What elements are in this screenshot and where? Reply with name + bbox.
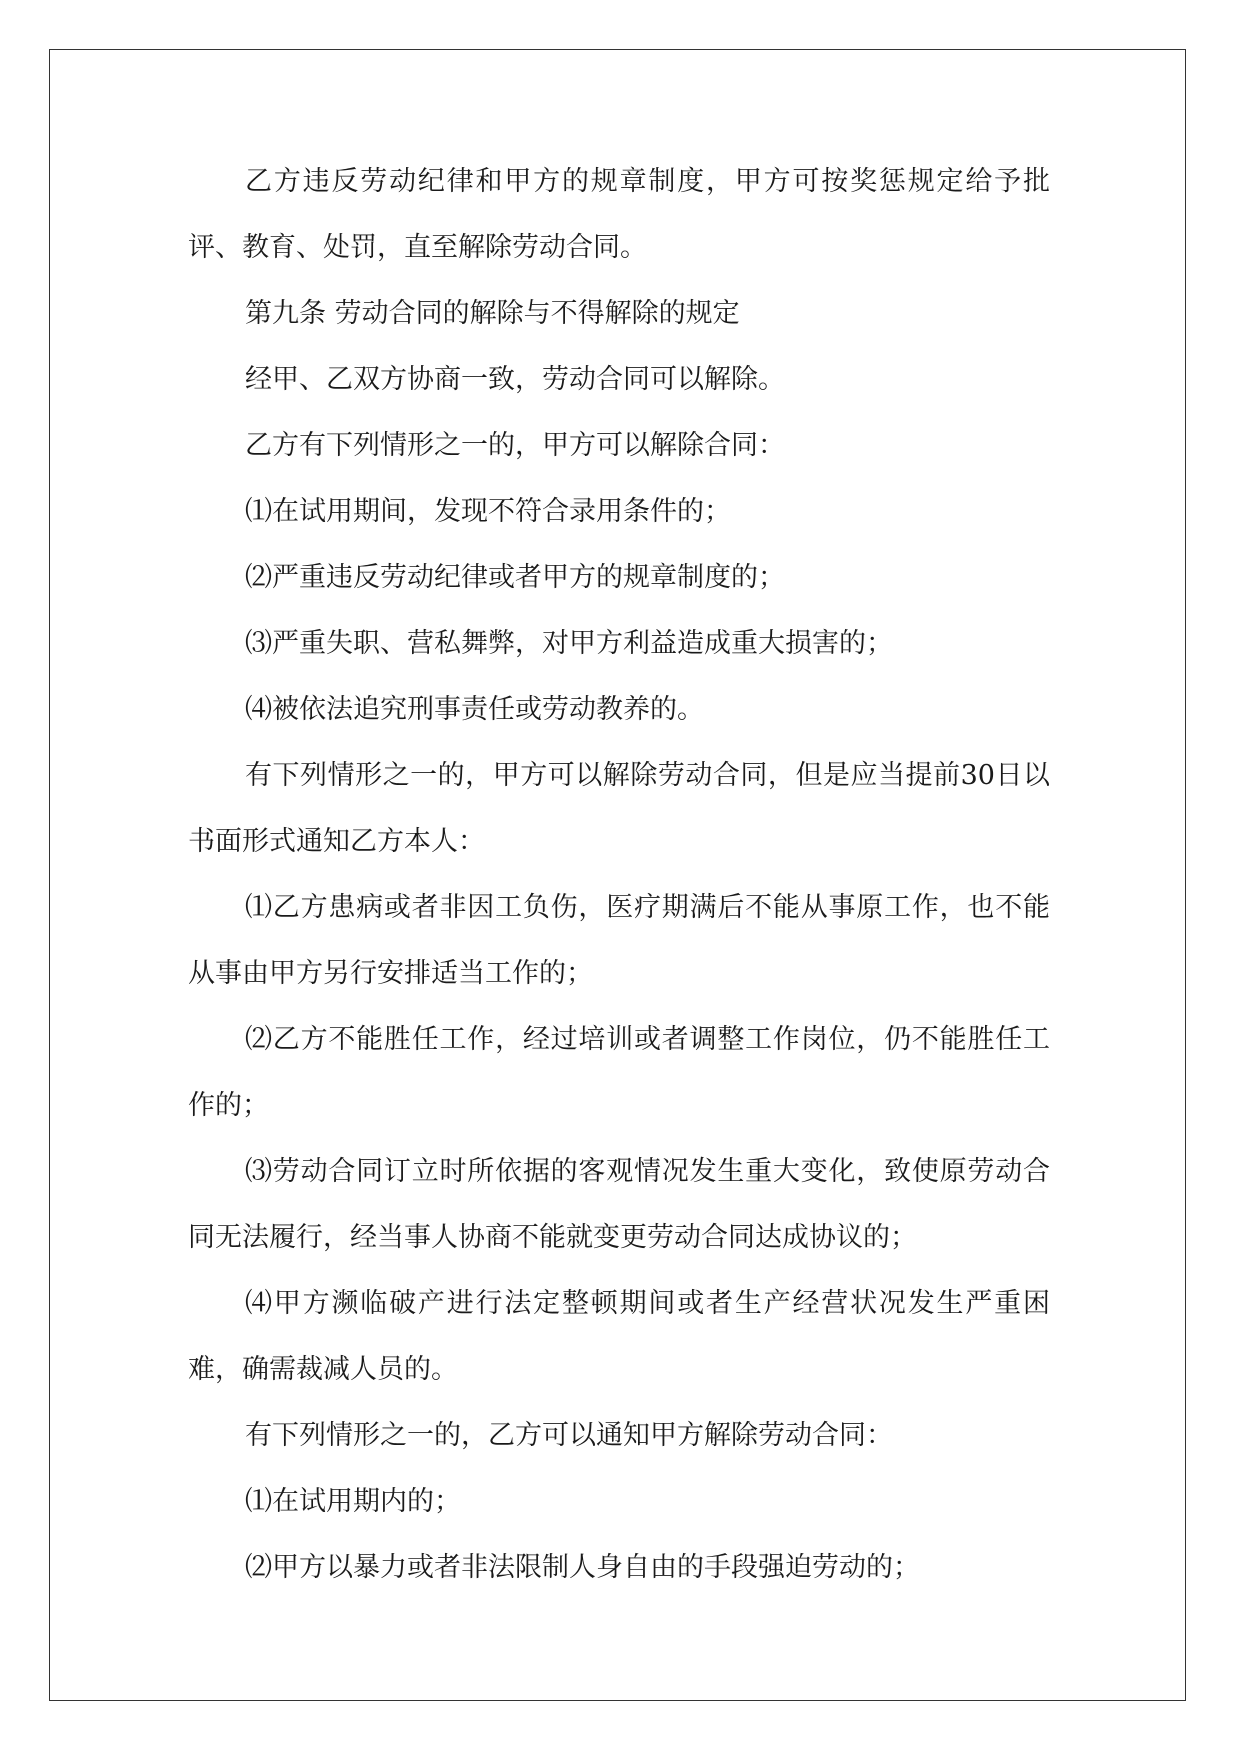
list-item: ⑴在试用期内的； (245, 1486, 461, 1517)
paragraph-employer-termination-intro: 乙方有下列情形之一的，甲方可以解除合同： (245, 430, 785, 461)
list-item: ⑶严重失职、营私舞弊，对甲方利益造成重大损害的； (245, 628, 893, 659)
list-item: ⑶劳动合同订立时所依据的客观情况发生重大变化，致使原劳动合同无法履行，经当事人协商不能就变更劳动合同达成协议的； (188, 1156, 1050, 1253)
list-item: ⑷被依法追究刑事责任或劳动教养的。 (245, 694, 704, 725)
document-body (188, 149, 1050, 1601)
list-item: ⑷甲方濒临破产进行法定整顿期间或者生产经营状况发生严重困难，确需裁减人员的。 (188, 1288, 1050, 1385)
article-9-heading: 第九条 劳动合同的解除与不得解除的规定 (245, 298, 740, 329)
list-item: ⑵严重违反劳动纪律或者甲方的规章制度的； (245, 562, 785, 593)
paragraph-mutual-agreement: 经甲、乙双方协商一致，劳动合同可以解除。 (245, 364, 785, 395)
list-item: ⑵甲方以暴力或者非法限制人身自由的手段强迫劳动的； (245, 1552, 920, 1583)
paragraph-employee-termination-intro: 有下列情形之一的，乙方可以通知甲方解除劳动合同： (245, 1420, 893, 1451)
list-item: ⑴乙方患病或者非因工负伤，医疗期满后不能从事原工作，也不能从事由甲方另行安排适当工作的； (188, 892, 1050, 989)
list-item: ⑵乙方不能胜任工作，经过培训或者调整工作岗位，仍不能胜任工作的； (188, 1024, 1050, 1121)
paragraph-notice-termination-intro: 有下列情形之一的，甲方可以解除劳动合同，但是应当提前30日以书面形式通知乙方本人： (188, 760, 1050, 857)
list-item: ⑴在试用期间，发现不符合录用条件的； (245, 496, 731, 527)
paragraph-discipline-violation: 乙方违反劳动纪律和甲方的规章制度，甲方可按奖惩规定给予批评、教育、处罚，直至解除劳动合同。 (188, 166, 1050, 263)
